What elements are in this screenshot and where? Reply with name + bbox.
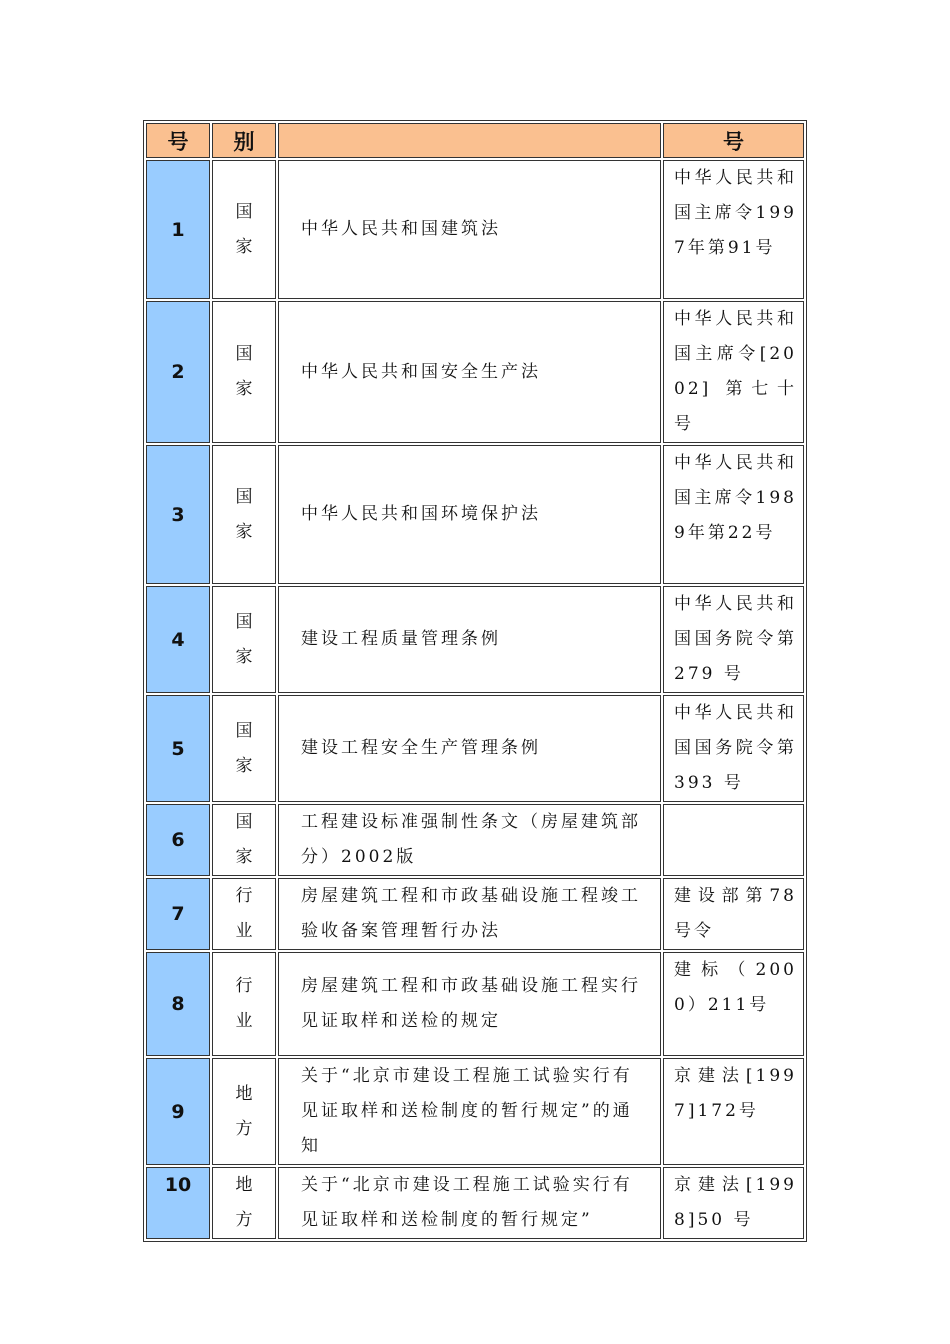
- row-number: 5: [146, 695, 210, 802]
- row-name: 建设工程质量管理条例: [278, 586, 661, 693]
- table-row: [146, 1167, 804, 1239]
- row-name: 中华人民共和国安全生产法: [278, 301, 661, 443]
- row-category: 地方: [235, 1083, 253, 1139]
- row-category: 行业: [235, 976, 253, 1031]
- table-row: [146, 445, 804, 584]
- row-number: 9: [146, 1058, 210, 1165]
- row-category: 地方: [235, 1175, 253, 1230]
- row-category: 国家: [235, 720, 253, 776]
- row-number: 1: [146, 160, 210, 299]
- table-row: [146, 301, 804, 443]
- row-name: 关于“北京市建设工程施工试验实行有见证取样和送检制度的暂行规定”: [278, 1167, 661, 1239]
- row-document-number: 京建法[1998]50 号: [663, 1167, 804, 1239]
- table-row: [146, 586, 804, 693]
- row-number: 4: [146, 586, 210, 693]
- row-document-number: 建标（2000）211号: [663, 952, 804, 1056]
- row-document-number: 中华人民共和国主席令1997年第91号: [663, 160, 804, 299]
- table-row: [146, 878, 804, 950]
- row-number: 6: [146, 804, 210, 876]
- row-category: 国家: [235, 486, 253, 542]
- row-document-number: [663, 804, 804, 876]
- row-category: 国家: [235, 611, 253, 667]
- table-row: [146, 695, 804, 802]
- table-row: [146, 804, 804, 876]
- header-category: 别: [212, 123, 276, 158]
- row-name: 建设工程安全生产管理条例: [278, 695, 661, 802]
- header-document-number: 号: [663, 123, 804, 158]
- row-number: 10: [146, 1167, 210, 1239]
- row-name: 中华人民共和国环境保护法: [278, 445, 661, 584]
- row-number: 3: [146, 445, 210, 584]
- row-name: 房屋建筑工程和市政基础设施工程竣工验收备案管理暂行办法: [278, 878, 661, 950]
- row-number: 8: [146, 952, 210, 1056]
- header-number: 号: [146, 123, 210, 158]
- row-number: 7: [146, 878, 210, 950]
- row-document-number: 中华人民共和国主席令[2002] 第七十号: [663, 301, 804, 443]
- header-name: [278, 123, 661, 158]
- row-category: 国家: [235, 344, 253, 399]
- row-document-number: 京建法[1997]172号: [663, 1058, 804, 1165]
- row-category: 国家: [235, 201, 253, 257]
- row-document-number: 中华人民共和国国务院令第279 号: [663, 586, 804, 693]
- row-name: 关于“北京市建设工程施工试验实行有见证取样和送检制度的暂行规定”的通知: [278, 1058, 661, 1165]
- row-name: 工程建设标准强制性条文（房屋建筑部分）2002版: [278, 804, 661, 876]
- row-document-number: 中华人民共和国主席令1989年第22号: [663, 445, 804, 584]
- table-row: [146, 160, 804, 299]
- table-header-row: [146, 123, 804, 158]
- row-category: 行业: [235, 886, 253, 941]
- row-category: 国家: [235, 812, 253, 867]
- regulations-table: [143, 120, 807, 1242]
- row-name: 房屋建筑工程和市政基础设施工程实行见证取样和送检的规定: [278, 952, 661, 1056]
- table-row: [146, 1058, 804, 1165]
- row-number: 2: [146, 301, 210, 443]
- row-document-number: 建设部第78号令: [663, 878, 804, 950]
- table-row: [146, 952, 804, 1056]
- row-name: 中华人民共和国建筑法: [278, 160, 661, 299]
- row-document-number: 中华人民共和国国务院令第393 号: [663, 695, 804, 802]
